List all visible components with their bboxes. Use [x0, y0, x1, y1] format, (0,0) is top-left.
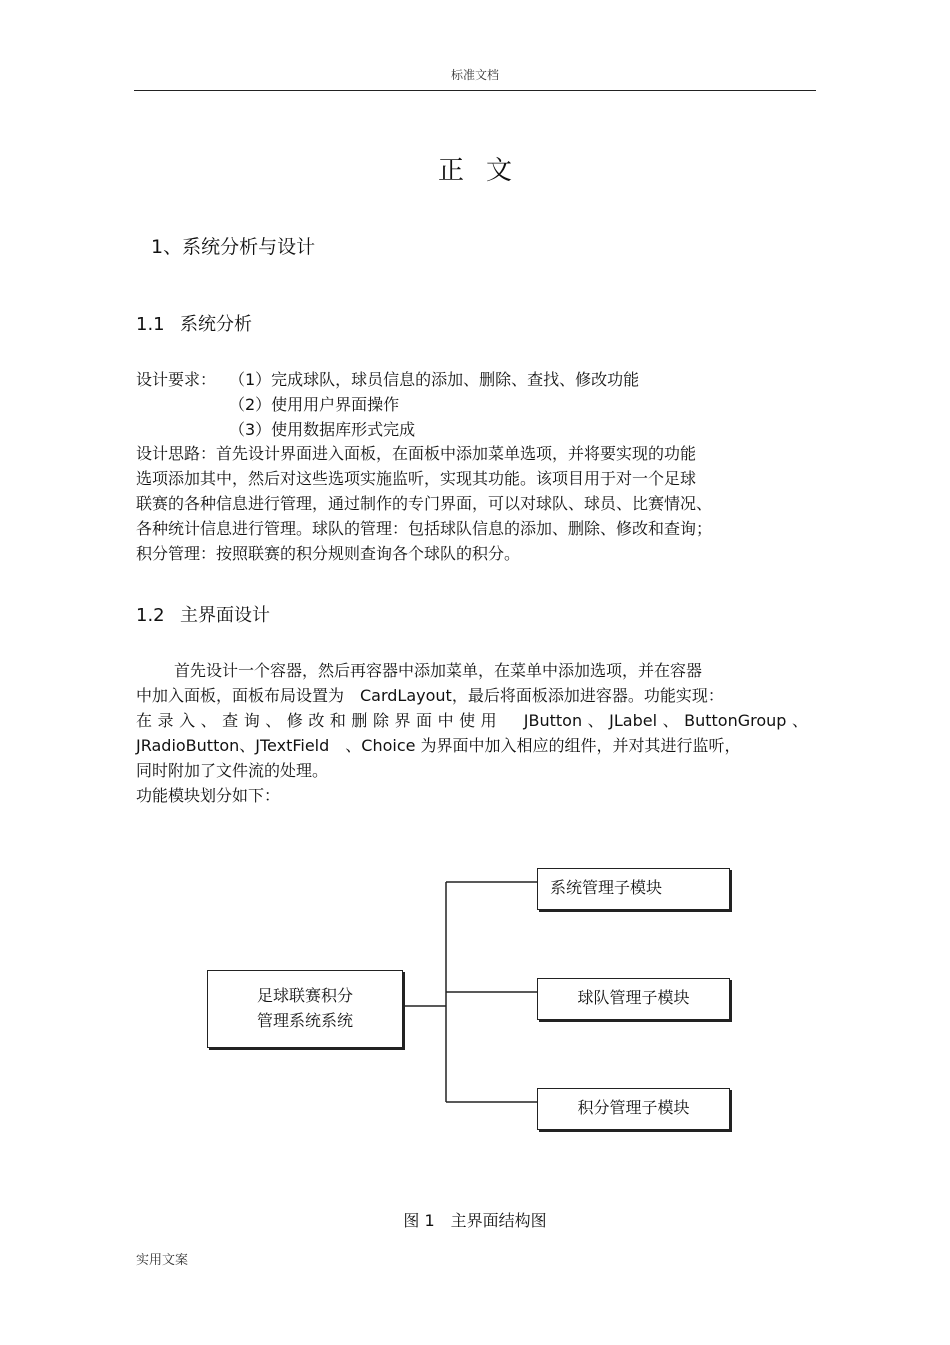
body-line: 同时附加了文件流的处理。 [136, 761, 329, 780]
page-footer: 实用文案 [136, 1253, 189, 1268]
section-number: 1.1 [136, 314, 165, 335]
design-idea-line: 选项添加其中，然后对这些选项实施监听，实现其功能。该项目用于对一个足球 [136, 469, 697, 488]
requirements-label: 设计要求： [136, 370, 217, 389]
root-module-line-1: 足球联赛积分 [256, 986, 353, 1005]
page-title: 正文 [437, 156, 534, 186]
body-line: 首先设计一个容器，然后再容器中添加菜单，在菜单中添加选项，并在容器 [174, 661, 703, 680]
section-number: 1.2 [136, 605, 165, 626]
requirement-item: （2）使用用户界面操作 [229, 395, 400, 414]
requirement-item: （1）完成球队，球员信息的添加、删除、查找、修改功能 [229, 370, 640, 389]
body-line: 中加入面板，面板布局设置为 CardLayout，最后将面板添加进容器。功能实现： [136, 686, 724, 705]
section-1-1-heading [136, 310, 252, 336]
body-line: 功能模块划分如下： [136, 786, 281, 805]
design-idea-line: 联赛的各种信息进行管理，通过制作的专门界面，可以对球队、球员、比赛情况、 [136, 494, 713, 513]
design-idea-line: 积分管理：按照联赛的积分规则查询各个球队的积分。 [136, 544, 521, 563]
design-idea-line: 设计思路：首先设计界面进入面板，在面板中添加菜单选项，并将要实现的功能 [136, 444, 697, 463]
section-title: 系统分析 [180, 314, 252, 335]
module-box-score: 积分管理子模块 [537, 1088, 730, 1130]
requirements-line-1 [136, 367, 639, 392]
section-1-2-heading [136, 601, 270, 627]
page-header: 标准文档 [450, 68, 499, 82]
root-module-line-2: 管理系统系统 [256, 1011, 353, 1030]
body-line: JRadioButton、JTextField 、Choice 为界面中加入相应的组件，并对其进行监听， [136, 736, 741, 755]
section-title: 主界面设计 [180, 605, 270, 626]
figure-caption: 图 1 主界面结构图 [403, 1211, 547, 1230]
header-divider [134, 90, 816, 91]
module-box-team: 球队管理子模块 [537, 978, 730, 1020]
section-1-heading: 1、系统分析与设计 [151, 236, 316, 258]
module-box-system: 系统管理子模块 [537, 868, 730, 910]
body-line: 在录入、查询、修改和删除界面中使用 JButton、JLabel、ButtonGroup、 [136, 711, 808, 730]
root-module-box [207, 970, 403, 1048]
design-idea-line: 各种统计信息进行管理。球队的管理：包括球队信息的添加、删除、修改和查询； [136, 519, 713, 538]
requirement-item: （3）使用数据库形式完成 [229, 420, 416, 439]
